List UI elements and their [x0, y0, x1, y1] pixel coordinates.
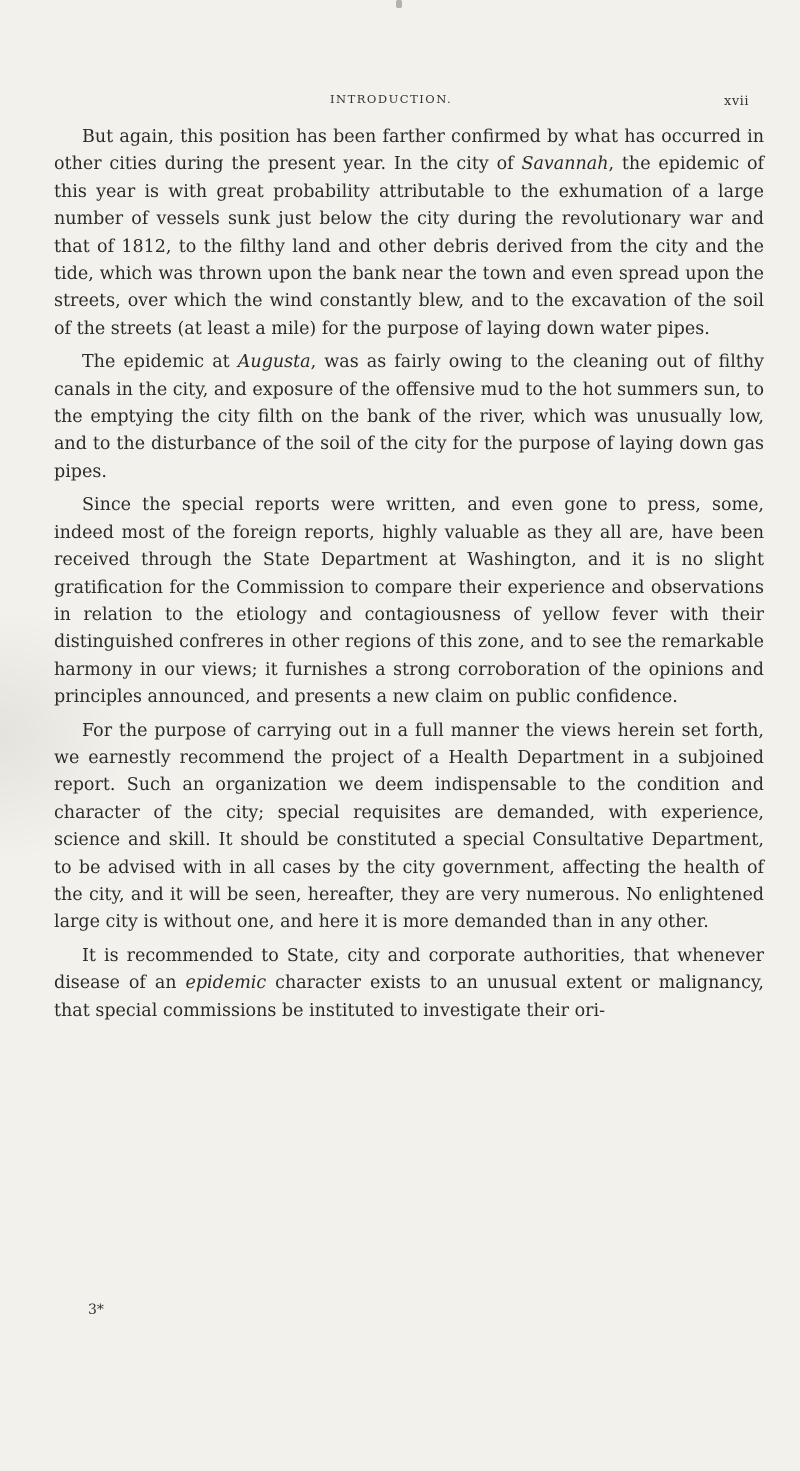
text-run: character exists to an unusual extent or malignancy, that special commissions be instituted to investigate their ori-	[54, 973, 764, 1021]
page-number: xvii	[724, 94, 749, 109]
paragraph-savannah	[54, 124, 764, 343]
text-run: , the epidemic of this year is with great probability attributable to the exhumation of a large number of vessels sunk just below the city during the revolutionary war and that of 1812, to the filthy land and other debris derived from the city and the tide, which was thrown upon the bank near the town and even spread upon the streets, over which the wind constantly blew, and to the excavation of the soil of the streets (at least a mile) for the purpose of laying down water pipes.	[54, 154, 764, 339]
italic-term: Augusta	[237, 352, 311, 373]
signature-mark: 3*	[88, 1302, 104, 1318]
text-run: It is recommended to State, city and corporate authorities, that whenever disease of an	[54, 945, 764, 994]
paragraph-special-commissions	[54, 943, 764, 1025]
italic-term: Savannah	[521, 154, 609, 175]
paragraph-foreign-reports	[54, 492, 764, 711]
text-run: For the purpose of carrying out in a full manner the views herein set forth, we earnestly recommend the project of a Health Department in a subjoined report. Such an organization we deem indispensable to the condition and character of the city; special requisites are demanded, with experience, science and skill. It should be constituted a special Consultative Department, to be advised with in all cases by the city government, affecting the health of the city, and it will be seen, hereafter, they are very numerous. No enlightened large city is without one, and here it is more demanded than in any other.	[54, 720, 764, 933]
text-run: Since the special reports were written, and even gone to press, some, indeed most of the foreign reports, highly valuable as they all are, have been received through the State Department at Washington, and it is no slight gratification for the Commission to compare their experience and observations in relation to the etiology and contagiousness of yellow fever with their distinguished confreres in other regions of this zone, and to see the remarkable harmony in our views; it furnishes a strong corroboration of the opinions and principles announced, and presents a new claim on public confidence.	[54, 495, 764, 708]
running-head	[0, 92, 800, 116]
text-run: But again, this position has been farther confirmed by what has occurred in other cities during the present year. In the city of	[54, 127, 764, 175]
body-text	[54, 124, 764, 1031]
ink-blot	[396, 0, 402, 8]
text-run: , was as fairly owing to the cleaning out of filthy canals in the city, and exposure of the offensive mud to the hot summers sun, to the emptying the city filth on the bank of the river, which was unusually low, and to the disturbance of the soil of the city for the purpose of laying down gas pipes.	[54, 352, 764, 482]
running-title: INTRODUCTION.	[330, 92, 453, 106]
italic-term: epidemic	[185, 973, 267, 994]
paragraph-augusta	[54, 349, 764, 486]
paragraph-health-department	[54, 718, 764, 937]
text-run: The epidemic at	[82, 352, 238, 373]
